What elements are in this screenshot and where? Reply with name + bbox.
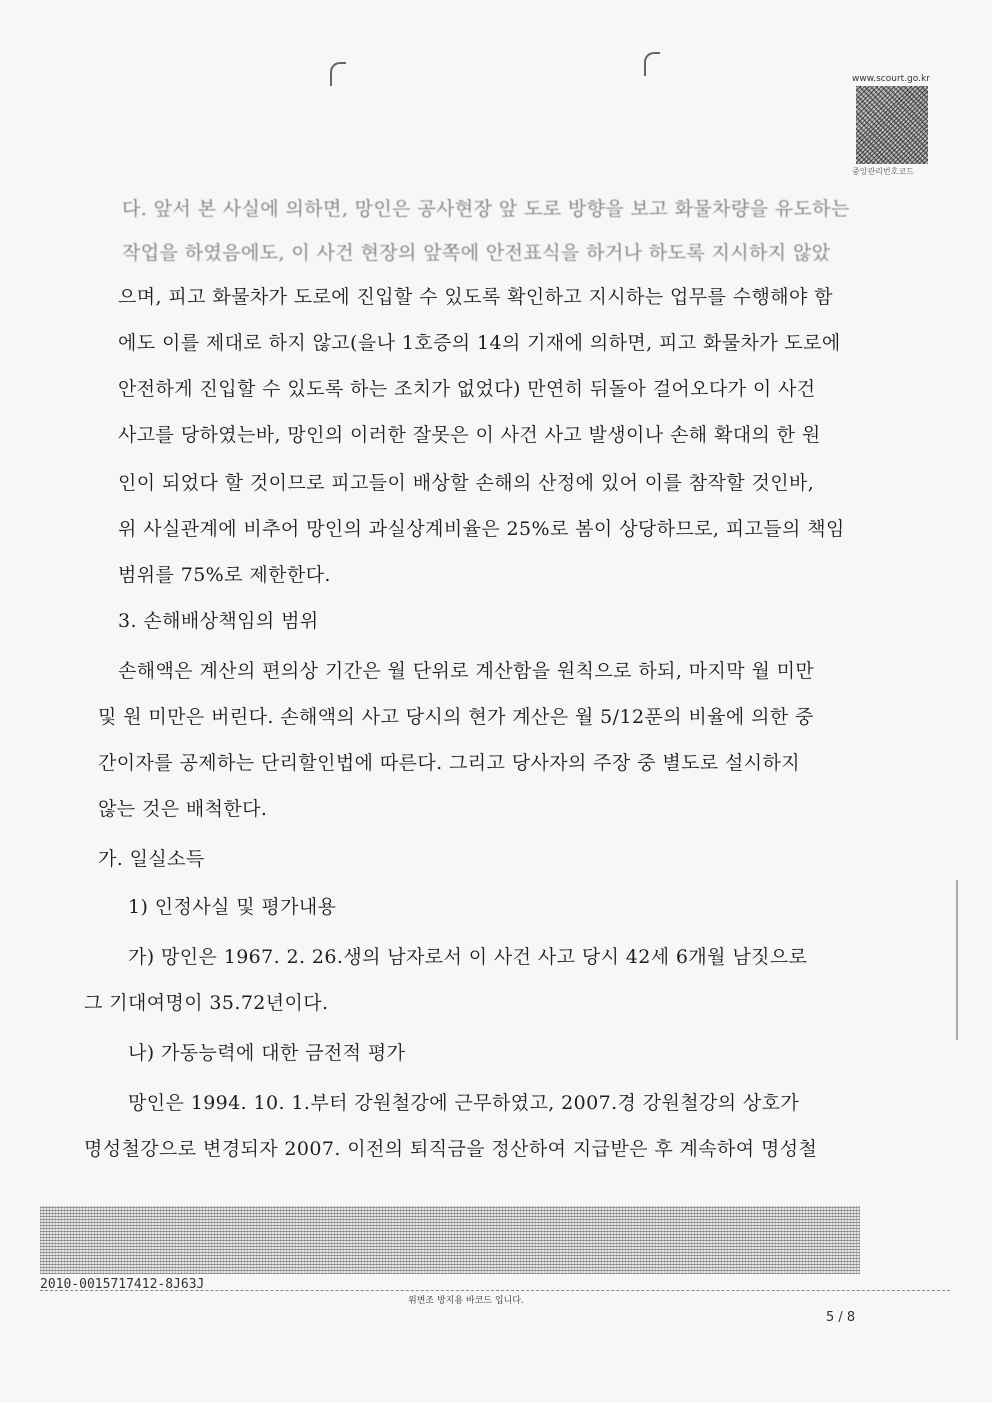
text-line: 작업을 하였음에도, 이 사건 현장의 앞쪽에 안전표식을 하거나 하도록 지시하지 않았 [122, 242, 831, 264]
qr-url: www.scourt.go.kr [852, 74, 930, 84]
text-line: 명성철강으로 변경되자 2007. 이전의 퇴직금을 정산하여 지급받은 후 계속하여 명성철 [84, 1138, 818, 1160]
scan-margin-mark [956, 880, 958, 1040]
text-line: 안전하게 진입할 수 있도록 하는 조치가 없었다) 만연히 뒤돌아 걸어오다가 이 사건 [118, 378, 816, 400]
text-line: 망인은 1994. 10. 1.부터 강원철강에 근무하였고, 2007.경 강원철강의 상호가 [128, 1092, 800, 1114]
anti-forgery-barcode [40, 1206, 860, 1274]
text-line: 다. 앞서 본 사실에 의하면, 망인은 공사현장 앞 도로 방향을 보고 화물차량을 유도하는 [122, 198, 850, 220]
scan-mark [330, 62, 346, 86]
section-heading: 가. 일실소득 [98, 848, 205, 870]
qr-caption: 중앙관리번호코드 [852, 167, 914, 176]
scan-mark [644, 52, 660, 76]
text-line: 범위를 75%로 제한한다. [118, 564, 331, 586]
text-line: 가) 망인은 1967. 2. 26.생의 남자로서 이 사건 사고 당시 42세 6개월 남짓으로 [128, 946, 808, 968]
text-line: 사고를 당하였는바, 망인의 이러한 잘못은 이 사건 사고 발생이나 손해 확대의 한 원 [118, 424, 821, 446]
text-line: 그 기대여명이 35.72년이다. [84, 992, 329, 1014]
subsection-heading: 1) 인정사실 및 평가내용 [128, 896, 337, 918]
text-line: 에도 이를 제대로 하지 않고(을나 1호증의 14의 기재에 의하면, 피고 화물차가 도로에 [118, 332, 841, 354]
page-number: 5 / 8 [826, 1310, 856, 1325]
barcode-note: 위변조 방지용 바코드 입니다. [408, 1296, 524, 1306]
text-line: 3. 손해배상책임의 범위 [118, 610, 319, 632]
text-line: 및 원 미만은 버린다. 손해액의 사고 당시의 현가 계산은 월 5/12푼의 비율에 의한 중 [98, 706, 814, 728]
text-line: 손해액은 계산의 편의상 기간은 월 단위로 계산함을 원칙으로 하되, 마지막 월 미만 [118, 660, 815, 682]
document-id: 2010-0015717412-8J63J [40, 1277, 205, 1292]
text-line: 인이 되었다 할 것이므로 피고들이 배상할 손해의 산정에 있어 이를 참작할 것인바, [118, 472, 815, 494]
text-line: 으며, 피고 화물차가 도로에 진입할 수 있도록 확인하고 지시하는 업무를 수행해야 함 [118, 286, 833, 308]
text-line: 않는 것은 배척한다. [98, 798, 268, 820]
qr-code-icon [856, 86, 928, 164]
text-line: 간이자를 공제하는 단리할인법에 따른다. 그리고 당사자의 주장 중 별도로 설시하지 [98, 752, 801, 774]
text-line: 위 사실관계에 비추어 망인의 과실상계비율은 25%로 봄이 상당하므로, 피고들의 책임 [118, 518, 845, 540]
subsection-heading: 나) 가동능력에 대한 금전적 평가 [128, 1042, 406, 1064]
